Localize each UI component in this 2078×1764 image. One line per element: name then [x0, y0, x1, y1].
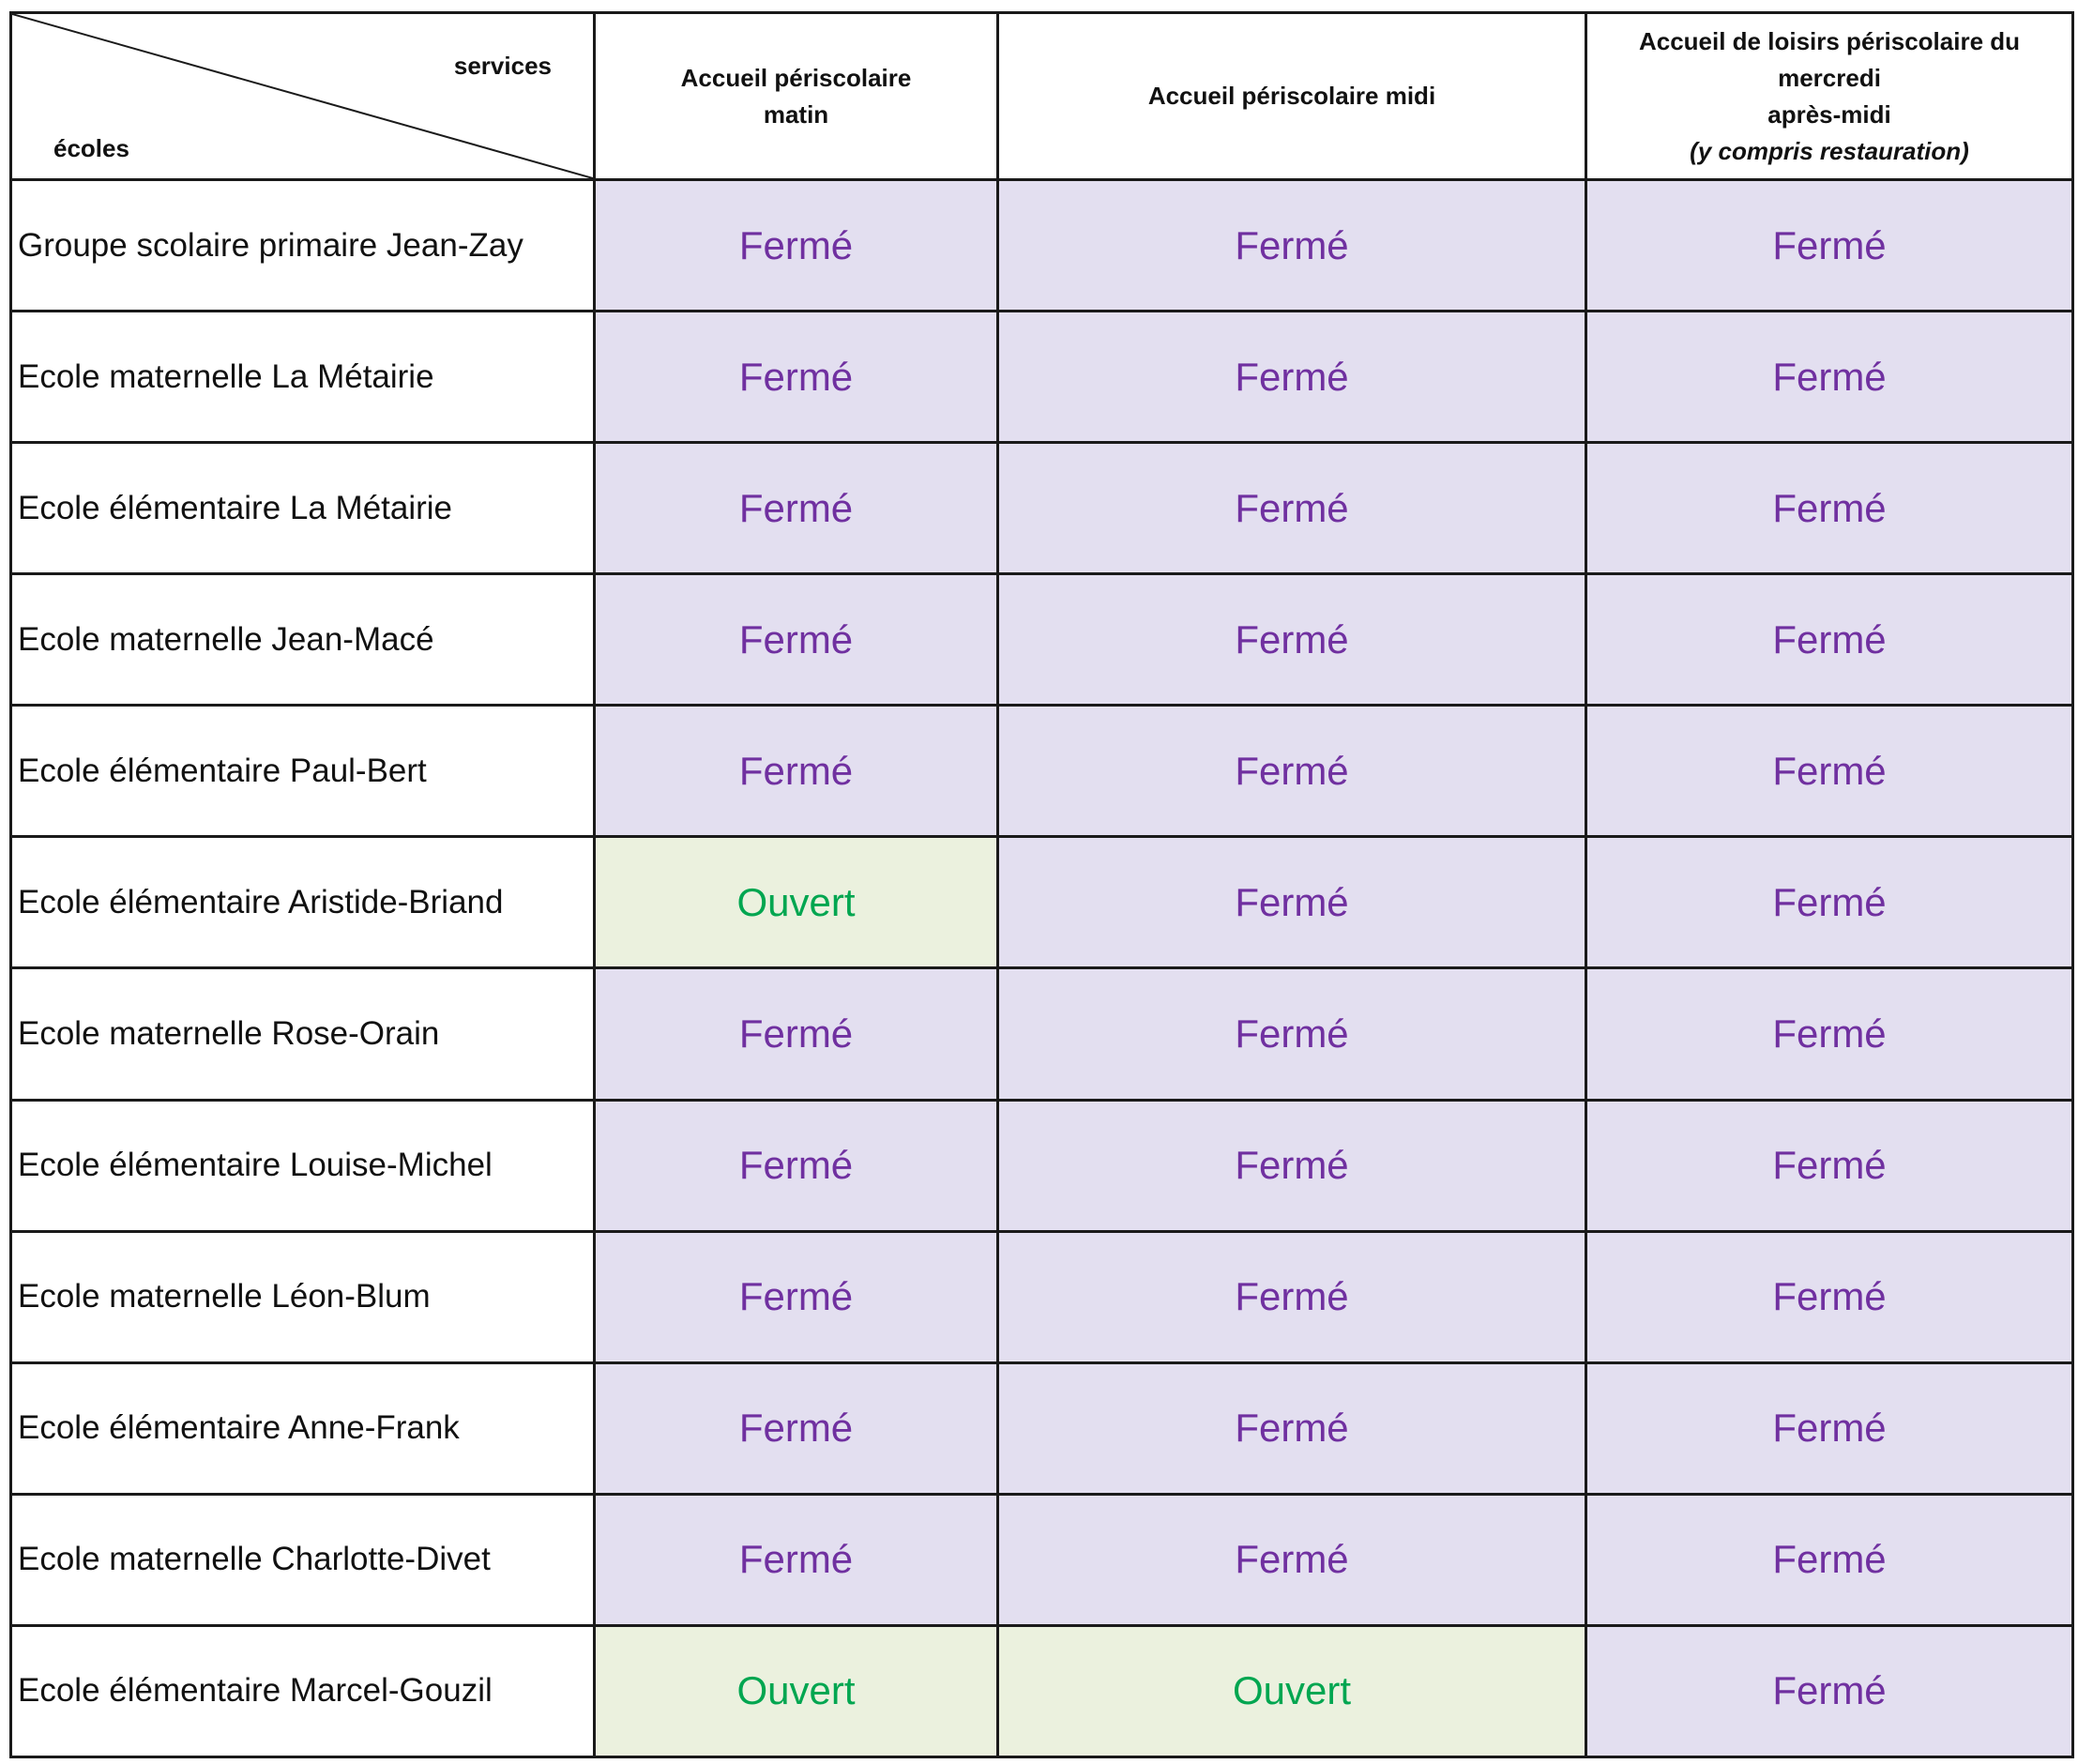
school-name-cell: Ecole maternelle La Métairie [11, 312, 595, 443]
status-cell: Fermé [998, 574, 1586, 706]
table-row [11, 312, 2073, 443]
corner-header-cell [11, 13, 595, 180]
school-name-cell: Ecole élémentaire Louise-Michel [11, 1100, 595, 1231]
table-row [11, 180, 2073, 312]
status-cell: Fermé [998, 180, 1586, 312]
school-name-cell: Ecole élémentaire Paul-Bert [11, 706, 595, 837]
column-header-mercredi [1586, 13, 2073, 180]
status-cell: Fermé [998, 968, 1586, 1100]
column-header-line: après-midi [1767, 99, 1891, 129]
status-cell: Fermé [998, 1100, 1586, 1231]
status-cell: Fermé [595, 1362, 998, 1494]
status-cell: Fermé [595, 180, 998, 312]
school-name-cell: Ecole maternelle Léon-Blum [11, 1231, 595, 1362]
school-name-cell: Ecole élémentaire La Métairie [11, 443, 595, 574]
status-cell: Fermé [595, 574, 998, 706]
school-name-cell: Groupe scolaire primaire Jean-Zay [11, 180, 595, 312]
status-cell: Fermé [1586, 1362, 2073, 1494]
status-cell: Fermé [998, 706, 1586, 837]
table-row [11, 1362, 2073, 1494]
table-row [11, 443, 2073, 574]
status-cell: Fermé [998, 1231, 1586, 1362]
status-cell: Fermé [998, 1362, 1586, 1494]
table-row [11, 968, 2073, 1100]
table-row [11, 1625, 2073, 1756]
column-header-line: Accueil de loisirs périscolaire du mercredi [1638, 26, 2021, 92]
status-cell: Fermé [1586, 837, 2073, 968]
school-name-cell: Ecole maternelle Jean-Macé [11, 574, 595, 706]
column-header-line: Accueil périscolaire [680, 63, 912, 92]
school-name-cell: Ecole élémentaire Marcel-Gouzil [11, 1625, 595, 1756]
school-name-cell: Ecole maternelle Rose-Orain [11, 968, 595, 1100]
schedule-table [9, 11, 2074, 1758]
status-cell: Fermé [1586, 968, 2073, 1100]
status-cell: Fermé [1586, 1494, 2073, 1625]
column-header-matin [595, 13, 998, 180]
status-cell: Fermé [1586, 312, 2073, 443]
status-cell: Fermé [595, 1231, 998, 1362]
status-cell: Fermé [1586, 443, 2073, 574]
table-row [11, 706, 2073, 837]
table-row [11, 1231, 2073, 1362]
column-header-line: Accueil périscolaire midi [1147, 82, 1436, 110]
status-cell: Fermé [595, 1100, 998, 1231]
status-cell: Ouvert [595, 1625, 998, 1756]
table-row [11, 574, 2073, 706]
services-label: services [453, 52, 552, 80]
table-row [11, 837, 2073, 968]
status-cell: Fermé [595, 1494, 998, 1625]
ecoles-label: écoles [53, 134, 129, 162]
school-name-cell: Ecole élémentaire Aristide-Briand [11, 837, 595, 968]
table-row [11, 1494, 2073, 1625]
table-body [11, 180, 2073, 1757]
status-cell: Fermé [1586, 1100, 2073, 1231]
status-cell: Fermé [595, 968, 998, 1100]
status-cell: Fermé [998, 1494, 1586, 1625]
table-row [11, 1100, 2073, 1231]
status-cell: Fermé [1586, 180, 2073, 312]
status-cell: Fermé [1586, 706, 2073, 837]
status-cell: Fermé [998, 312, 1586, 443]
status-cell: Fermé [998, 837, 1586, 968]
status-cell: Fermé [595, 312, 998, 443]
header-row [11, 13, 2073, 180]
status-cell: Ouvert [998, 1625, 1586, 1756]
status-cell: Fermé [1586, 1625, 2073, 1756]
status-cell: Fermé [1586, 574, 2073, 706]
column-header-subtitle: (y compris restauration) [1690, 136, 1969, 165]
status-cell: Fermé [998, 443, 1586, 574]
status-cell: Ouvert [595, 837, 998, 968]
column-header-line: matin [763, 99, 829, 129]
school-name-cell: Ecole élémentaire Anne-Frank [11, 1362, 595, 1494]
school-name-cell: Ecole maternelle Charlotte-Divet [11, 1494, 595, 1625]
status-cell: Fermé [595, 706, 998, 837]
status-cell: Fermé [1586, 1231, 2073, 1362]
column-header-midi [998, 13, 1586, 180]
status-cell: Fermé [595, 443, 998, 574]
